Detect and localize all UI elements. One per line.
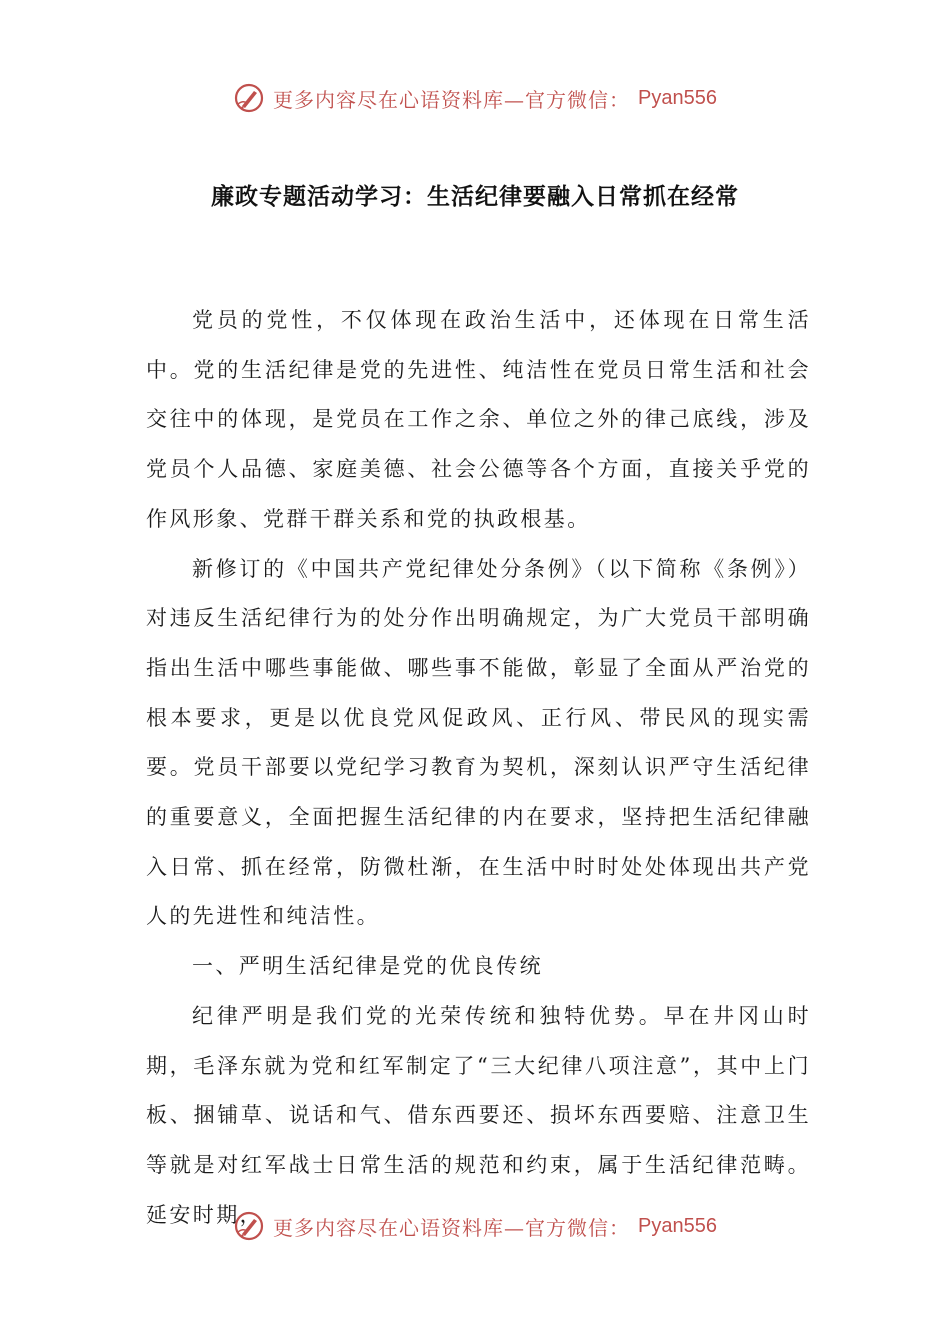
header-banner-wechat-id: Pyan556	[638, 86, 717, 109]
section-heading: 一、严明生活纪律是党的优良传统	[192, 954, 543, 979]
paragraph: 党员的党性，不仅体现在政治生活中，还体现在日常生活中。党的生活纪律是党的先进性、纯洁性在党员日常生活和社会交往中的体现，是党员在工作之余、单位之外的律己底线，涉及党员个人品德、家庭美德、社会公德等各个方面，直接关乎党的作风形象、党群干群关系和党的执政根基。	[146, 308, 811, 531]
paragraph: 新修订的《中国共产党纪律处分条例》（以下简称《条例》）对违反生活纪律行为的处分作出明确规定，为广大党员干部明确指出生活中哪些事能做、哪些事不能做，彰显了全面从严治党的根本要求，更是以优良党风促政风、正行风、带民风的现实需要。党员干部要以党纪学习教育为契机，深刻认识严守生活纪律的重要意义，全面把握生活纪律的内在要求，坚持把生活纪律融入日常、抓在经常，防微杜渐，在生活中时时处处体现出共产党人的先进性和纯洁性。	[146, 556, 811, 929]
document-body	[146, 296, 811, 1240]
pen-circle-logo-icon	[233, 1210, 265, 1242]
footer-banner-wechat-id: Pyan556	[638, 1214, 717, 1237]
footer-banner-text: 更多内容尽在心语资料库—官方微信：	[273, 1215, 631, 1240]
header-banner-text: 更多内容尽在心语资料库—官方微信：	[273, 87, 631, 112]
header-banner	[0, 82, 950, 114]
paragraph: 纪律严明是我们党的光荣传统和独特优势。早在井冈山时期，毛泽东就为党和红军制定了“三大纪律八项注意”，其中上门板、捆铺草、说话和气、借东西要还、损坏东西要赔、注意卫生等就是对红军战士日常生活的规范和约束，属于生活纪律范畴。延安时期，	[146, 1003, 811, 1227]
document-title: 廉政专题活动学习：生活纪律要融入日常抓在经常	[211, 184, 739, 210]
pen-circle-logo-icon	[233, 82, 265, 114]
footer-banner	[0, 1210, 950, 1242]
